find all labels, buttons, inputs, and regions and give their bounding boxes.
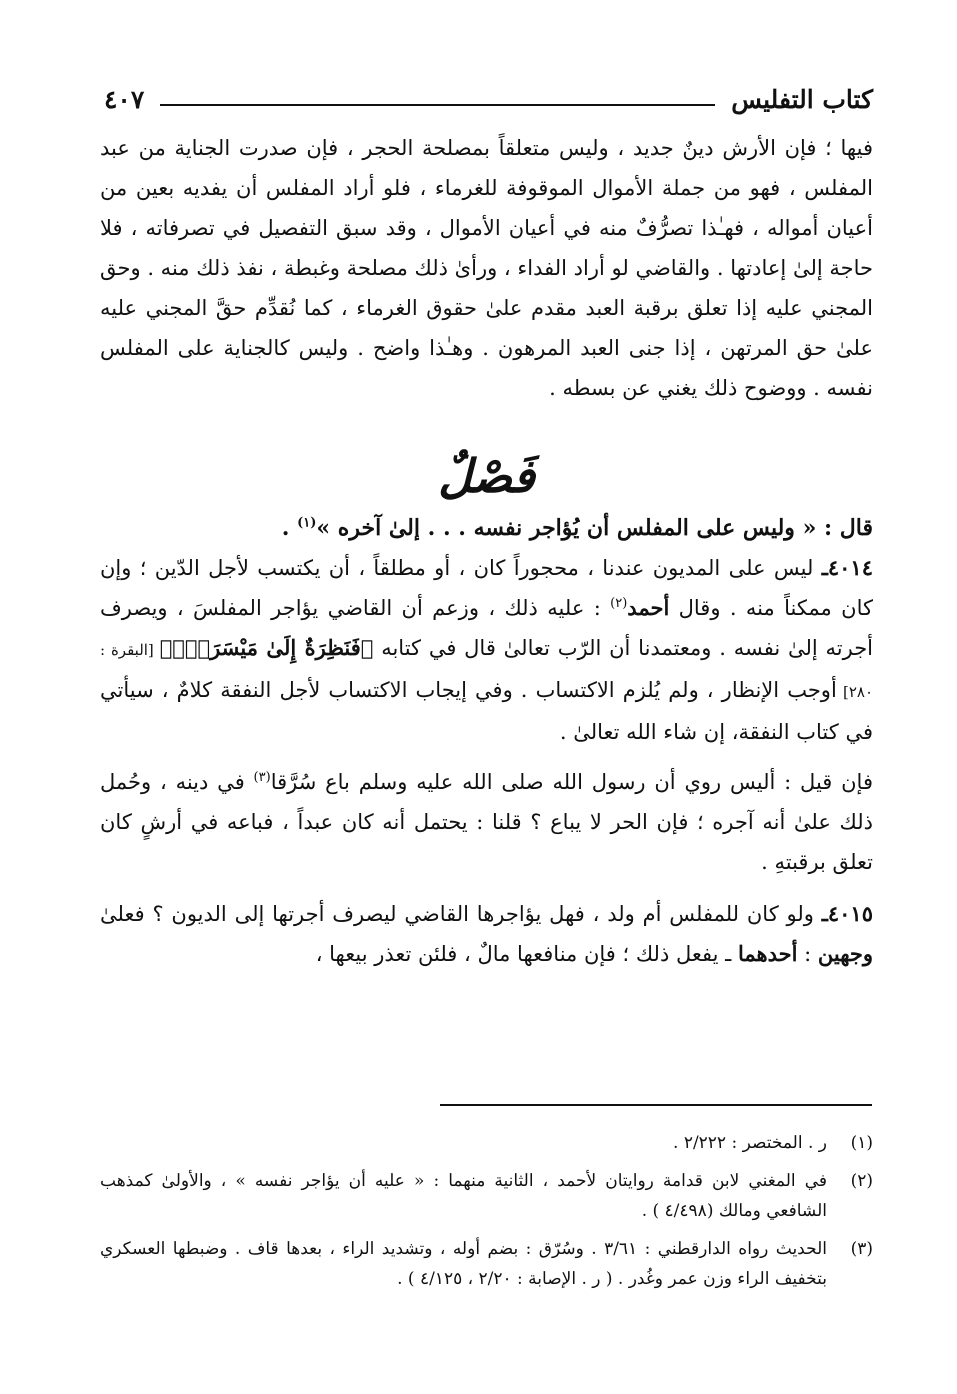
paragraph-text: : عليه ذلك ، وزعم أن القاضي يؤاجر المفلسَ ، ويصرف أجرته إلىٰ نفسه . ومعتمدنا أن الرّب تعالىٰ قال في كتابه: [100, 596, 874, 660]
paragraph-text: فإن قيل : أليس روي أن رسول الله صلى الله عليه وسلم باع سُرَّقا: [270, 770, 873, 794]
qal-tail: .: [281, 515, 298, 541]
paragraph-text: ليس على المديون عندنا ، محجوراً كان ، أو مطلقاً ، أن يكتسب لأجل الدّين ؛ وإن كان ممكناً منه . وقال: [100, 556, 873, 620]
paragraph-text: :: [797, 942, 818, 966]
footnote-1: [100, 1128, 873, 1158]
footnote-number: (١): [850, 1133, 873, 1153]
footnote-ref-2: (٢): [610, 596, 628, 611]
intro-paragraph: فيها ؛ فإن الأرش دينٌ جديد ، وليس متعلقاً بمصلحة الحجر ، فإن صدرت الجناية من عبد المفلس ، فهو من جملة الأموال الموقوفة للغرماء ، فلو أراد المفلس أن يفديه بعين من أعيان أمواله ، فهـٰذا تصرُّفٌ منه في أعيان الأموال ، وقد سبق التفصيل في تصرفاته ، فلا حاجة إلىٰ إعادتها . والقاضي لو أراد الفداء ، ورأىٰ ذلك مصلحة وغبطة ، نفذ ذلك منه . وحق المجني عليه إذا تعلق برقبة العبد مقدم علىٰ حقوق الغرماء ، كما نُقدِّم حقَّ المجني عليه علىٰ حق المرتهن ، إذا جنى العبد المرهون . وهـٰذا واضح . وليس كالجناية على المفلس نفسه . ووضوح ذلك يغني عن بسطه .: [100, 136, 873, 400]
footnotes: [100, 1128, 873, 1302]
paragraph-text: في دينه ، وحُمل ذلك علىٰ أنه آجره ؛ فإن الحر لا يباع ؟ قلنا : يحتمل أنه كان عبداً ، فباعه في أرشٍ كان تعلق برقبتهِ .: [100, 770, 873, 874]
footnote-ref-3: (٣): [253, 770, 271, 785]
term-ahaduhuma: أحدهما: [737, 941, 798, 966]
paragraph-text: ـ يفعل ذلك ؛ فإن منافعها مالٌ ، فلئن تعذر بيعها ،: [315, 942, 738, 966]
verse-reference: [البقرة : ٢٨٠]: [100, 641, 873, 701]
footnote-ref-1: (١): [297, 515, 317, 531]
main-text: [100, 128, 873, 984]
section-heading: فَصْلٌ: [438, 449, 535, 503]
paragraph-number: ٤٠١٤ـ: [821, 555, 873, 580]
term-wajhayn: وجهين: [817, 941, 873, 966]
footnote-text: الحديث رواه الدارقطني : ٣/٦١ . وسُرّق : بضم أوله ، وتشديد الراء ، بعدها قاف . وضبطها العسكري بتخفيف الراء وزن عمر وغُدر . ( ر . الإصابة : ٢/٢٠ ، ٤/١٢٥ ) .: [100, 1239, 827, 1289]
paragraph-text: أوجب الإنظار ، ولم يُلزم الاكتساب . وفي إيجاب الاكتساب لأجل النفقة كلامٌ ، سيأتي في كتاب النفقة، إن شاء الله تعالىٰ .: [100, 678, 873, 744]
name-ahmad: أحمد: [627, 595, 670, 620]
qal-text: قال : « وليس على المفلس أن يُؤاجر نفسه . . . إلىٰ آخره »: [316, 515, 873, 541]
paragraph-text: ولو كان للمفلس أم ولد ، فهل يؤاجرها القاضي ليصرف أجرتها إلى الديون ؟ فعلىٰ: [100, 902, 822, 926]
footnote-number: (٢): [850, 1171, 873, 1191]
qal-line: [100, 508, 873, 548]
footnote-number: (٣): [850, 1239, 873, 1259]
book-title: كتاب التفليس: [731, 84, 873, 114]
running-header: [104, 74, 873, 124]
quran-verse: ﴿فَنَظِرَةٌ إِلَىٰ مَيْسَرَةٍۚ﴾: [159, 635, 374, 660]
paragraph-4015: [100, 894, 873, 974]
footnote-text: في المغني لابن قدامة روايتان لأحمد ، الثانية منهما : « عليه أن يؤاجر نفسه » ، والأولىٰ كمذهب الشافعي ومالك (٤/٤٩٨ ) .: [100, 1171, 827, 1221]
footnote-3: [100, 1234, 873, 1294]
footnote-text: ر . المختصر : ٢/٢٢٢ .: [673, 1133, 827, 1153]
paragraph-number: ٤٠١٥ـ: [821, 901, 873, 926]
footnote-separator: [440, 1104, 872, 1106]
paragraph-objection: [100, 762, 873, 882]
page-number: ٤٠٧: [104, 84, 145, 114]
footnote-2: [100, 1166, 873, 1226]
paragraph-4014: [100, 548, 873, 752]
header-rule: [160, 104, 715, 106]
